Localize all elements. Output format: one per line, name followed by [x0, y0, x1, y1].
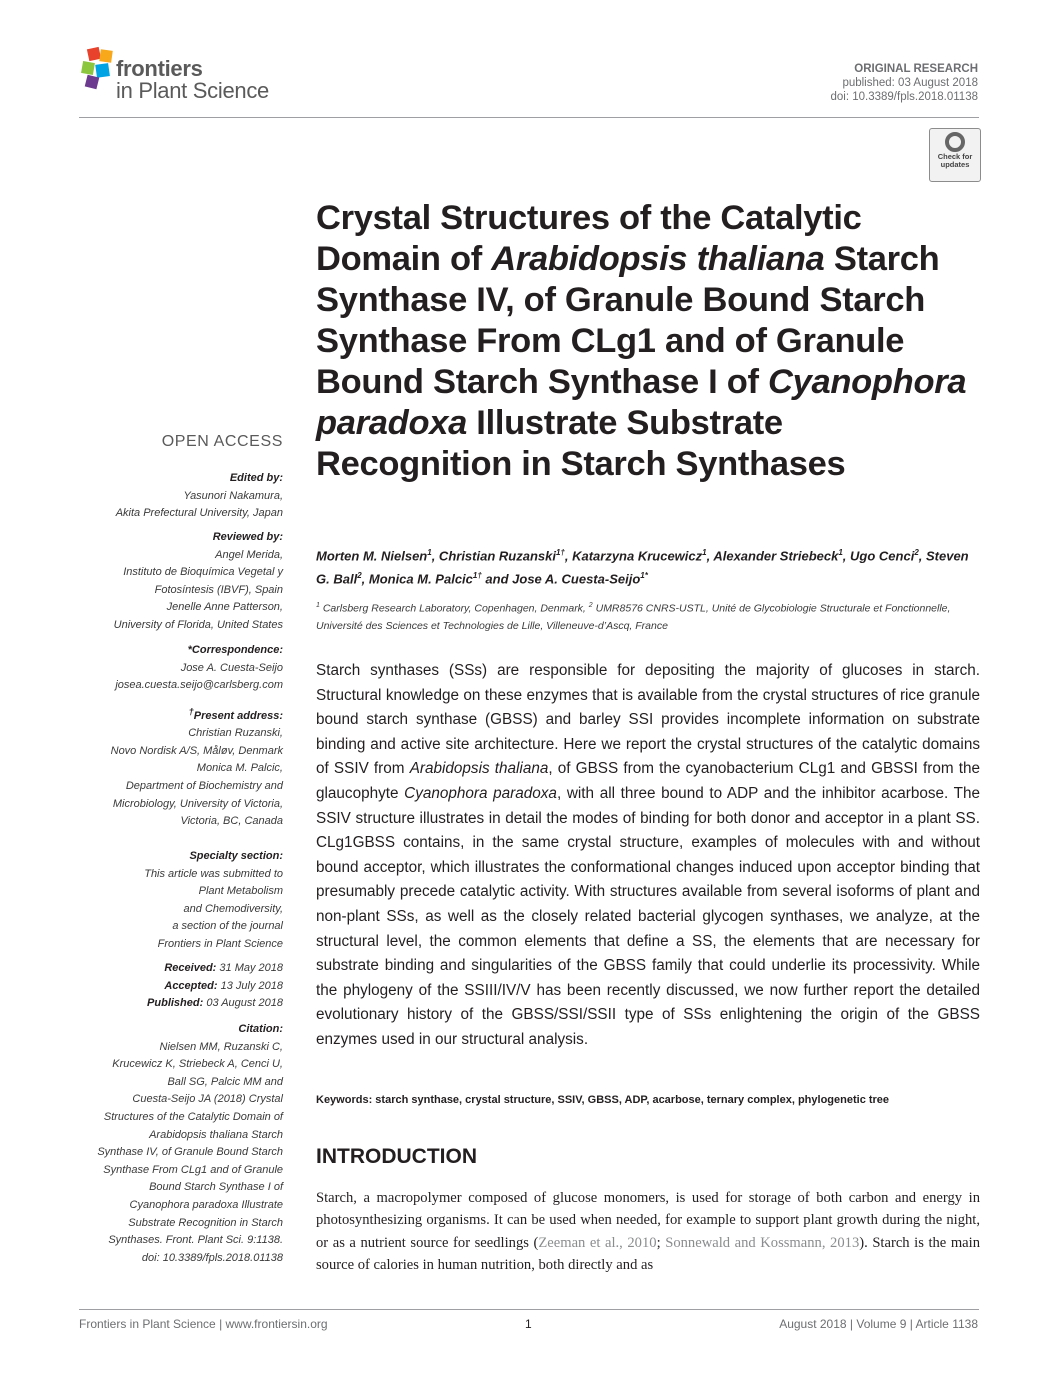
citation-block	[63, 1021, 283, 1267]
specialty-section-label: Specialty section:	[189, 850, 283, 862]
reviewer-name: Angel Merida,	[215, 548, 283, 561]
intro-text: ;	[656, 1234, 666, 1251]
published-label: Published:	[147, 997, 204, 1010]
present-address-mark: †	[188, 706, 194, 716]
editor-affiliation: Akita Prefectural University, Japan	[115, 507, 283, 520]
footer-divider	[79, 1309, 979, 1310]
citation-line: Cuesta-Seijo JA (2018) Crystal	[132, 1093, 283, 1106]
specialty-line: a section of the journal	[172, 920, 283, 933]
author[interactable]: , Monica M. Palcic	[361, 571, 473, 587]
citation-label: Citation:	[238, 1023, 283, 1035]
check-for-updates-button[interactable]	[929, 128, 981, 182]
abstract-species: Cyanophora paradoxa	[404, 784, 557, 802]
citation-doi[interactable]: doi: 10.3389/fpls.2018.01138	[141, 1251, 283, 1264]
reviewer-affiliation: Fotosíntesis (IBVF), Spain	[154, 583, 283, 596]
present-address-line: Victoria, BC, Canada	[180, 815, 283, 828]
abstract	[316, 659, 980, 1053]
citation-line: Synthases. Front. Plant Sci. 9:1138.	[108, 1234, 283, 1247]
citation-line: Cyanophora paradoxa Illustrate	[129, 1198, 283, 1211]
author-sup: 1†	[472, 571, 482, 581]
present-address-line: Christian Ruzanski,	[188, 727, 283, 740]
present-address-line: Novo Nordisk A/S, Måløv, Denmark	[110, 744, 283, 757]
author-sup: 2	[914, 548, 919, 557]
title-part3: Illustrate Substrate Recognition in Starch Synthases	[316, 404, 846, 483]
citation-line: Krucewicz K, Striebeck A, Cenci U,	[112, 1058, 283, 1071]
title-species2: Cyanophora paradoxa	[316, 363, 967, 442]
abstract-species: Arabidopsis thaliana	[409, 760, 549, 778]
author-sup: 1	[702, 548, 707, 557]
citation-link[interactable]: Zeeman et al., 2010	[538, 1234, 657, 1251]
abstract-text: Starch synthases (SSs) are responsible for depositing the majority of glucoses in starch. Structural knowledge on these enzymes that is available from the crystal structures of rice granule bound starch synthase (GBSS) and barley SSI provides incomplete information on substrate binding and active site architecture. Here we report the crystal structures of the catalytic domains of SSIV from	[316, 662, 980, 778]
citation-line: Arabidopsis thaliana Starch	[149, 1128, 283, 1141]
present-address-label: Present address:	[193, 709, 283, 722]
check-updates-label1: Check for	[937, 152, 973, 161]
check-updates-label2: updates	[940, 160, 970, 169]
accepted-label: Accepted:	[164, 979, 218, 992]
title-part2: Starch Synthase IV, of Granule Bound Starch Synthase From CLg1 and of Granule Bound Starch Synthase I of	[316, 240, 940, 401]
author-sup: 1†	[555, 548, 565, 557]
accepted-date: 13 July 2018	[217, 979, 283, 992]
edited-by-label: Edited by:	[229, 472, 283, 484]
specialty-line: and Chemodiversity,	[183, 902, 283, 915]
title-part1: Crystal Structures of the Catalytic Domain of	[316, 199, 862, 278]
citation-line: Bound Starch Synthase I of	[149, 1181, 283, 1194]
affil-sup: 1	[316, 602, 320, 609]
citation-line: Nielsen MM, Ruzanski C,	[159, 1040, 283, 1053]
reviewed-by-label: Reviewed by:	[212, 531, 283, 543]
author-sup: 1	[427, 548, 432, 557]
author[interactable]: , Katarzyna Krucewicz	[564, 548, 703, 564]
editor-block	[63, 470, 283, 523]
intro-text: Starch, a macropolymer composed of glucose monomers, is used for storage of both carbon and energy in photosynthesizing organisms. It can be used when needed, for example to support plant growth during the night, or as a nutrient source for seedlings (	[316, 1190, 980, 1251]
author-sup: 1*	[640, 571, 648, 581]
author[interactable]: , Christian Ruzanski	[431, 548, 556, 564]
editor-name: Yasunori Nakamura,	[183, 489, 283, 502]
correspondence-name: Jose A. Cuesta-Seijo	[180, 661, 283, 674]
specialty-line: Plant Metabolism	[198, 885, 283, 898]
specialty-line: Frontiers in Plant Science	[157, 937, 283, 950]
affil-text: UMR8576 CNRS-USTL, Unité de Glycobiologie Structurale et Fonctionnelle, Université des Sciences et Technologies de Lille, Villeneuve-d’Ascq, France	[316, 602, 951, 632]
author[interactable]: , Steven G. Ball	[316, 548, 969, 587]
correspondence-label: *Correspondence:	[187, 644, 283, 656]
footer-volume-info: August 2018 | Volume 9 | Article 1138	[779, 1317, 978, 1331]
present-address-line: Microbiology, University of Victoria,	[112, 797, 283, 810]
article-meta	[831, 62, 979, 104]
author[interactable]: Morten M. Nielsen	[316, 548, 428, 564]
published-date: published: 03 August 2018	[842, 77, 978, 89]
title-species1: Arabidopsis thaliana	[491, 240, 825, 278]
affiliations	[316, 597, 981, 636]
present-address-line: Department of Biochemistry and	[125, 780, 283, 793]
citation-line: Substrate Recognition in Starch	[128, 1216, 283, 1229]
affil-sup: 2	[588, 602, 593, 609]
open-access-label: OPEN ACCESS	[161, 433, 283, 450]
abstract-text: , with all three bound to ADP and the inhibitor acarbose. The SSIV structure illustrates in detail the modes of binding for both donor and acceptor in a plant SS. CLg1GBSS contains, in the same crystal structure, examples of molecules with and without bound acceptor, which illustrates the conformational changes induced upon acceptor binding that presumably precede catalytic activity. With structures available from several isoforms of plant and non-plant SSs, as well as the closely related bacterial glycogen synthases, we analyze, at the structural level, the common elements that define a SS, the elements that are necessary for substrate binding and singularities of the GBSS family that could underlie its processivity. While the phylogeny of the SSIII/IV/V has been recently discussed, we now further report the detailed evolutionary history of the GBSS/SSI/SSII type of SSs enlightening the origin of the GBSS enzymes used in our structural analysis.	[316, 784, 980, 1048]
reviewers-block	[63, 529, 283, 635]
present-address-line: Monica M. Palcic,	[196, 762, 283, 775]
page-number: 1	[525, 1317, 532, 1331]
citation-line: Ball SG, Palcic MM and	[167, 1075, 283, 1088]
published-date-sidebar: 03 August 2018	[203, 997, 283, 1010]
journal-name-line1: frontiers	[116, 56, 203, 81]
journal-name-line2: in Plant Science	[116, 78, 269, 103]
reviewer-affiliation: University of Florida, United States	[113, 618, 283, 631]
author-sup: 1	[838, 548, 843, 557]
article-type: ORIGINAL RESEARCH	[854, 63, 978, 75]
affil-text: Carlsberg Research Laboratory, Copenhagen, Denmark,	[319, 602, 589, 615]
introduction-body	[316, 1187, 980, 1276]
received-date: 31 May 2018	[216, 962, 283, 974]
footer-journal-link[interactable]: Frontiers in Plant Science | www.frontiersin.org	[79, 1317, 328, 1331]
dates-block	[63, 960, 283, 1013]
present-address-block	[63, 703, 283, 831]
check-updates-icon	[945, 132, 965, 152]
article-title	[316, 198, 986, 485]
keywords: Keywords: starch synthase, crystal structure, SSIV, GBSS, ADP, acarbose, ternary complex, phylogenetic tree	[316, 1094, 890, 1106]
author-sup: 2	[357, 571, 362, 581]
abstract-text: , of GBSS from the cyanobacterium CLg1 and GBSSI from the glaucophyte	[316, 760, 980, 802]
author-list	[316, 543, 981, 590]
citation-line: Synthase From CLg1 and of Granule	[103, 1163, 283, 1176]
reviewer-name: Jenelle Anne Patterson,	[166, 601, 283, 614]
reviewer-affiliation: Instituto de Bioquímica Vegetal y	[123, 566, 283, 579]
doi-link[interactable]: doi: 10.3389/fpls.2018.01138	[830, 91, 978, 103]
correspondence-email[interactable]: josea.cuesta.seijo@carlsberg.com	[115, 679, 283, 692]
citation-link[interactable]: Sonnewald and Kossmann, 2013	[665, 1234, 860, 1251]
author[interactable]: , Ugo Cenci	[842, 548, 915, 564]
header-divider	[79, 117, 979, 118]
correspondence-block	[63, 642, 283, 695]
citation-line: Synthase IV, of Granule Bound Starch	[97, 1146, 283, 1159]
author[interactable]: and Jose A. Cuesta-Seijo	[481, 571, 641, 587]
intro-text: ). Starch is the main source of calories in human nutrition, both directly and as	[316, 1234, 981, 1273]
received-label: Received:	[164, 962, 217, 974]
specialty-line: This article was submitted to	[144, 867, 283, 880]
citation-line: Structures of the Catalytic Domain of	[103, 1110, 283, 1123]
author[interactable]: , Alexander Striebeck	[706, 548, 839, 564]
introduction-heading: INTRODUCTION	[316, 1145, 477, 1168]
specialty-section-block	[63, 848, 283, 954]
